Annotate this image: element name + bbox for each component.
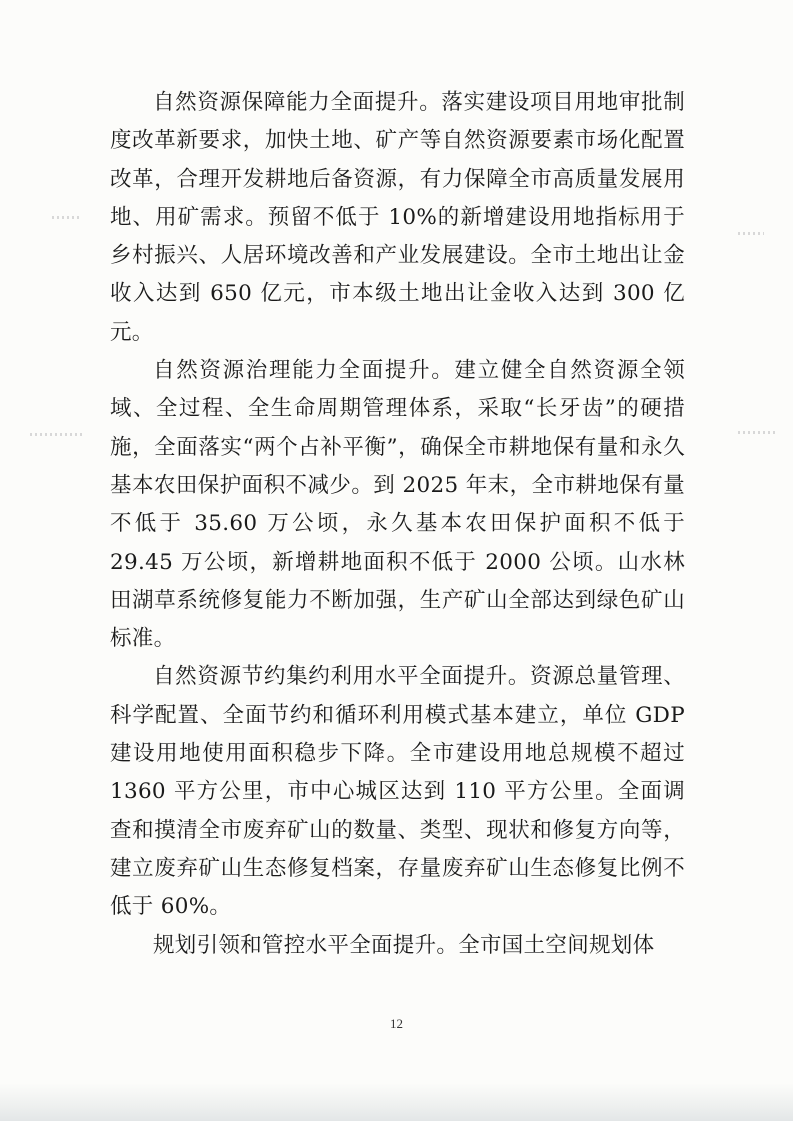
paragraph-resource-governance: 自然资源治理能力全面提升。建立健全自然资源全领域、全过程、全生命周期管理体系，采取“长牙齿”的硬措施，全面落实“两个占补平衡”，确保全市耕地保有量和永久基本农田保护面积不减少。到 2025 年末，全市耕地保有量不低于 35.60 万公顷，永久基本农田保护面积不低于 29.45 万公顷，新增耕地面积不低于 2000 公顷。山水林田湖草系统修复能力不断加强，生产矿山全部达到绿色矿山标准。: [110, 358, 685, 652]
scan-bottom-edge: [0, 1083, 793, 1121]
paragraph-resource-efficiency: 自然资源节约集约利用水平全面提升。资源总量管理、科学配置、全面节约和循环利用模式基本建立，单位 GDP 建设用地使用面积稳步下降。全市建设用地总规模不超过 1360 平方公里，市中心城区达到 110 平方公里。全面调查和摸清全市废弃矿山的数量、类型、现状和修复方向等，建立废弃矿山生态修复档案，存量废弃矿山生态修复比例不低于 60%。: [110, 664, 685, 920]
document-body: [110, 84, 685, 965]
scan-artifact: [52, 216, 80, 219]
paragraph-resource-guarantee: 自然资源保障能力全面提升。落实建设项目用地审批制度改革新要求，加快土地、矿产等自然资源要素市场化配置改革，合理开发耕地后备资源，有力保障全市高质量发展用地、用矿需求。预留不低于 10%的新增建设用地指标用于乡村振兴、人居环境改善和产业发展建设。全市土地出让金收入达到 650 亿元，市本级土地出让金收入达到 300 亿元。: [110, 90, 685, 345]
scan-artifact: [738, 431, 778, 434]
scan-artifact: [30, 433, 82, 436]
page-number: 12: [390, 1016, 403, 1031]
scan-artifact: [738, 232, 764, 235]
paragraph-planning-control: 规划引领和管控水平全面提升。全市国土空间规划体: [153, 932, 655, 958]
